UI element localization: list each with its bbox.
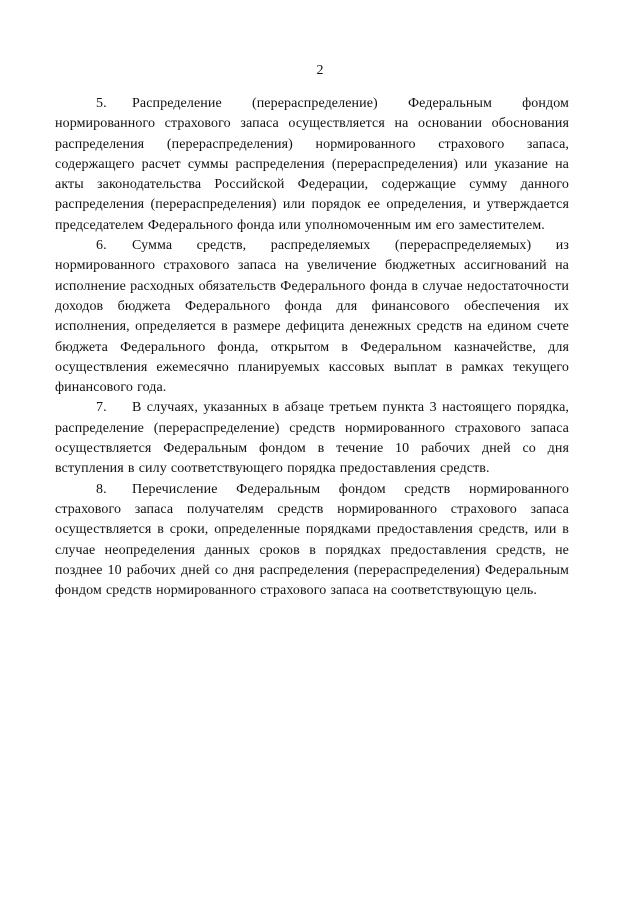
paragraph-7: [55, 398, 569, 479]
paragraph-number: 5.: [96, 96, 107, 111]
paragraph-text: В случаях, указанных в абзаце третьем пункта 3 настоящего порядка, распределение (перераспределение) средств нормированного страхового запаса осуществляется Федеральным фондом в течение 10 рабочих дней со дня вступления в силу соответствующего порядка предоставления средств.: [55, 400, 569, 477]
paragraph-5: [55, 94, 569, 236]
paragraph-number: 7.: [96, 400, 107, 416]
paragraph-8: [55, 480, 569, 602]
document-body: [55, 94, 569, 601]
paragraph-text: Распределение (перераспределение) Федеральным фондом нормированного страхового запаса осуществляется на основании обоснования распределения (перераспределения) нормированного страхового запаса, содержащего расчет суммы распределения (перераспределения) или указание на акты законодательства Российской Федерации, содержащие сумму данного распределения (перераспределения) или порядок ее определения, и утверждается председателем Федерального фонда или уполномоченным им его заместителем.: [55, 96, 569, 233]
page-number: 2: [316, 63, 324, 78]
paragraph-text: Перечисление Федеральным фондом средств нормированного страхового запаса получателям средств нормированного страхового запаса осуществляется в сроки, определенные порядками предоставления средств, или в случае неопределения данных сроков в порядках предоставления средств, не позднее 10 рабочих дней со дня распределения (перераспределения) Федеральным фондом средств нормированного страхового запаса на соответствующую цель.: [55, 481, 569, 599]
paragraph-number: 8.: [96, 481, 107, 497]
paragraph-number: 6.: [96, 238, 107, 254]
paragraph-text: Сумма средств, распределяемых (перераспределяемых) из нормированного страхового запаса на увеличение бюджетных ассигнований на исполнение расходных обязательств Федерального фонда в случае недостаточности доходов бюджета Федерального фонда для финансового обеспечения их исполнения, определяется в размере дефицита денежных средств на едином счете бюджета Федерального фонда, открытом в Федеральном казначействе, для осуществления ежемесячно планируемых кассовых выплат в рамках текущего финансового года.: [55, 238, 569, 396]
paragraph-6: [55, 236, 569, 398]
